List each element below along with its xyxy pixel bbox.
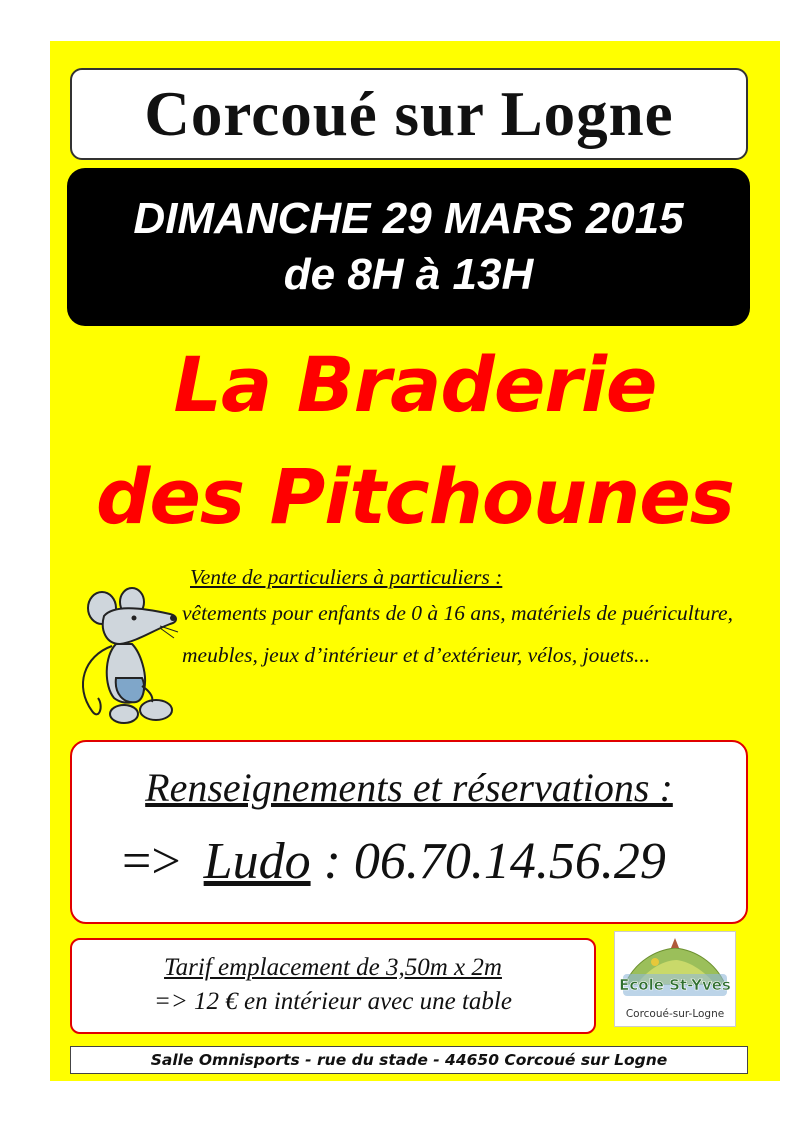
phone-number: : 06.70.14.56.29 [323, 833, 666, 890]
contact-line [122, 832, 666, 891]
description [182, 562, 750, 676]
contact-name: Ludo [203, 833, 311, 890]
school-logo-icon [615, 932, 735, 1008]
town-banner [70, 68, 748, 160]
town-name: Corcoué sur Logne [144, 78, 674, 149]
mouse-mascot-icon [74, 586, 186, 732]
description-body: vêtements pour enfants de 0 à 16 ans, matériels de puériculture, meubles, jeux d’intérieur et d’extérieur, vélos, jouets... [182, 601, 733, 667]
svg-text:Ecole St-Yves: Ecole St-Yves [619, 976, 731, 994]
venue-address: Salle Omnisports - rue du stade - 44650 Corcoué sur Logne [150, 1051, 668, 1069]
contact-box [70, 740, 748, 924]
pricing-detail: => 12 € en intérieur avec une table [154, 988, 512, 1015]
description-intro: Vente de particuliers à particuliers : [190, 565, 503, 589]
event-date: DIMANCHE 29 MARS 2015 [133, 194, 684, 243]
pricing-heading: Tarif emplacement de 3,50m x 2m [164, 954, 502, 981]
school-logo-caption: Corcoué-sur-Logne [625, 1008, 725, 1020]
event-title-line1: La Braderie [173, 340, 657, 429]
pricing-box [70, 938, 596, 1034]
date-banner [67, 168, 750, 326]
event-hours: de 8H à 13H [283, 250, 534, 299]
contact-heading: Renseignements et réservations : [145, 765, 673, 810]
event-title-line2: des Pitchounes [95, 452, 735, 541]
arrow-text: => [122, 833, 181, 890]
school-logo [614, 931, 736, 1027]
address-banner [70, 1046, 748, 1074]
